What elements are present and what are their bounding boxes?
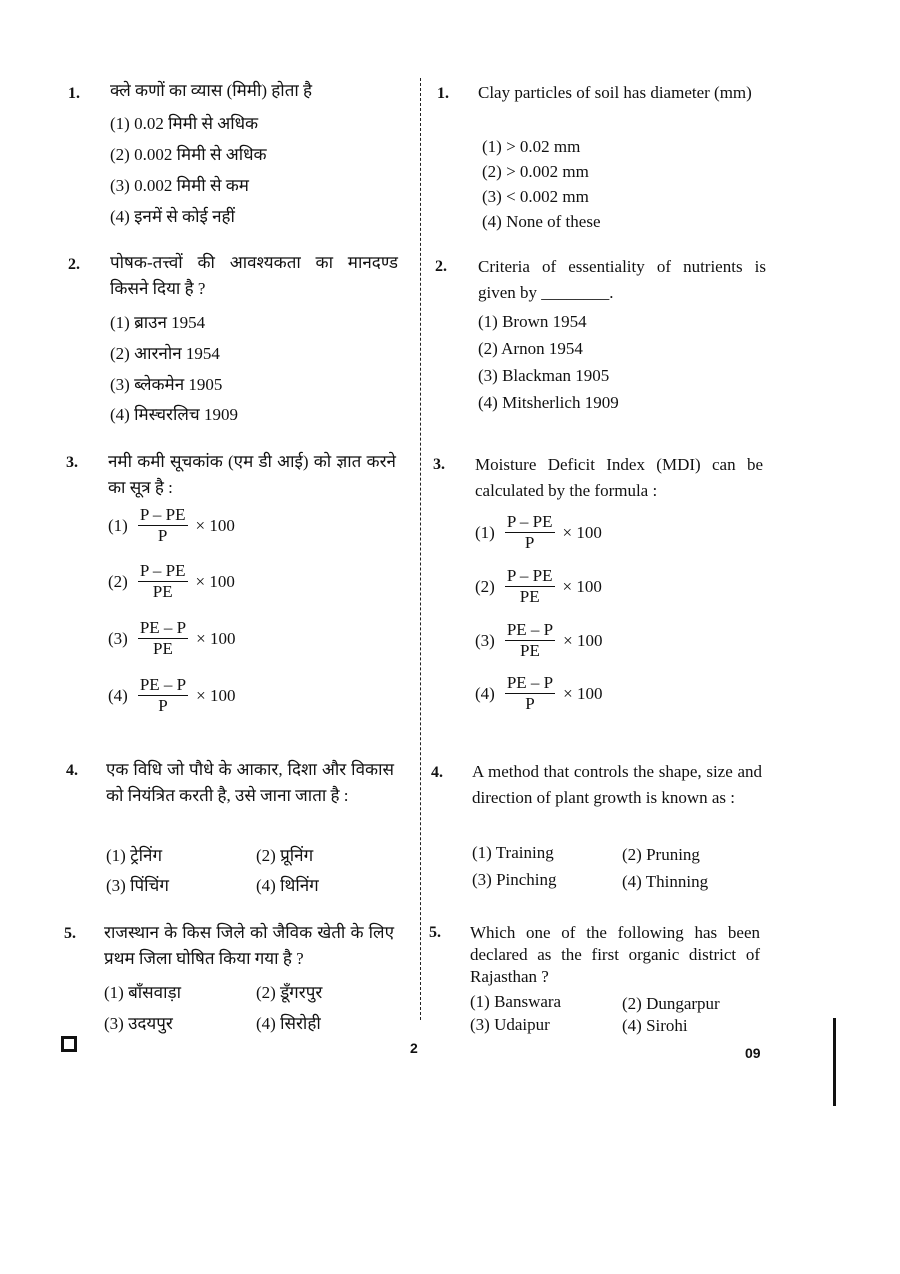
multiplier: × 100 [562,576,602,596]
option-label: (1) [475,522,495,542]
denominator: P [158,696,168,715]
question-number: 5. [64,925,76,942]
option-label: (3) [108,628,128,648]
question-text: नमी कमी सूचकांक (एम डी आई) को ज्ञात करने का सूत्र है : [108,452,396,497]
question-text: Moisture Deficit Index (MDI) can be calculated by the formula : [475,455,763,500]
denominator: PE [153,639,173,658]
question-number: 5. [429,924,441,941]
option: (2) 0.002 मिमी से अधिक [110,145,267,164]
column-divider [420,78,421,1020]
denominator: PE [152,582,173,601]
multiplier: × 100 [563,683,603,703]
fraction [138,505,188,546]
option: (1) > 0.02 mm [482,137,581,156]
square-marker-icon [61,1036,77,1052]
multiplier: × 100 [195,515,235,535]
option: (4) Thinning [622,872,709,891]
multiplier: × 100 [196,685,236,705]
question-text: पोषक-तत्त्वों की आवश्यकता का मानदण्ड किसने दिया है ? [110,253,398,298]
option: (2) डूँगरपुर [256,983,323,1002]
denominator: P [524,533,535,552]
option: (4) मिस्चरलिच 1909 [110,405,238,424]
numerator: PE – P [139,618,187,637]
multiplier: × 100 [562,522,602,542]
numerator: P – PE [139,505,186,524]
question-number: 2. [435,258,447,275]
question-number: 2. [68,256,80,273]
option: (3) Pinching [472,870,557,889]
option: (3) 0.002 मिमी से कम [110,176,249,195]
formula-option [108,505,235,546]
question-number: 4. [431,764,443,781]
formula-option [108,618,235,659]
question-text: Criteria of essentiality of nutrients is given by ________. [478,257,766,302]
option: (1) Training [472,843,554,862]
numerator: PE – P [506,673,554,692]
option-label: (1) [108,515,128,535]
question-number: 3. [66,454,78,471]
question-text: Which one of the following has been declared as the first organic district of Rajasthan ? [470,923,760,986]
question-number: 4. [66,762,78,779]
option: (1) Brown 1954 [478,312,587,331]
question-number: 1. [68,85,80,102]
formula-option [475,512,602,553]
denominator: P [157,526,168,545]
option: (2) Pruning [622,845,700,864]
option: (4) Mitsherlich 1909 [478,393,619,412]
formula-option [475,673,602,714]
option: (1) बाँसवाड़ा [104,983,182,1002]
fraction [138,561,188,602]
denominator: P [525,694,535,713]
option-label: (4) [475,683,495,703]
numerator: PE – P [506,620,554,639]
formula-option [475,566,602,607]
booklet-code: 09 [745,1045,761,1061]
fraction [505,620,555,661]
question-text: Clay particles of soil has diameter (mm) [478,83,752,102]
formula-option [475,620,602,661]
option: (1) 0.02 मिमी से अधिक [110,114,259,133]
option: (2) प्रूनिंग [256,846,314,865]
fraction [505,512,555,553]
multiplier: × 100 [195,571,235,591]
option: (3) ब्लेकमेन 1905 [110,375,223,394]
fraction [138,675,188,716]
fraction [505,673,555,714]
question-number: 3. [433,456,445,473]
numerator: P – PE [506,512,553,531]
option: (2) आरनोन 1954 [110,344,220,363]
option: (3) Blackman 1905 [478,366,610,385]
option: (4) Sirohi [622,1016,688,1035]
question-text: राजस्थान के किस जिले को जैविक खेती के लिए प्रथम जिला घोषित किया गया है ? [104,923,394,968]
formula-option [108,561,235,602]
option: (2) Dungarpur [622,994,720,1013]
option: (1) ट्रेनिंग [106,846,163,865]
option: (1) ब्राउन 1954 [110,313,206,332]
option: (3) उदयपुर [104,1014,173,1033]
numerator: PE – P [139,675,187,694]
option-label: (2) [475,576,495,596]
denominator: PE [519,587,540,606]
option: (4) None of these [482,212,601,231]
formula-option [108,675,235,716]
option-label: (3) [475,630,495,650]
fraction [138,618,188,659]
margin-bar [833,1018,836,1106]
denominator: PE [520,641,540,660]
question-number: 1. [437,85,449,102]
numerator: P – PE [139,561,186,580]
fraction [505,566,555,607]
option: (4) इनमें से कोई नहीं [110,207,235,226]
option: (3) पिंचिंग [106,876,169,895]
numerator: P – PE [506,566,553,585]
multiplier: × 100 [563,630,603,650]
option: (2) Arnon 1954 [478,339,583,358]
question-text: A method that controls the shape, size and direction of plant growth is known as : [472,762,762,807]
option: (3) Udaipur [470,1015,550,1034]
option: (1) Banswara [470,992,562,1011]
question-text: क्ले कणों का व्यास (मिमी) होता है [110,81,313,100]
option-label: (4) [108,685,128,705]
option: (3) < 0.002 mm [482,187,589,206]
option: (2) > 0.002 mm [482,162,589,181]
question-text: एक विधि जो पौधे के आकार, दिशा और विकास को नियंत्रित करती है, उसे जाना जाता है : [106,760,394,805]
option-label: (2) [108,571,128,591]
option: (4) थिनिंग [256,876,319,895]
page-number: 2 [410,1040,418,1056]
multiplier: × 100 [196,628,236,648]
option: (4) सिरोही [256,1014,321,1033]
